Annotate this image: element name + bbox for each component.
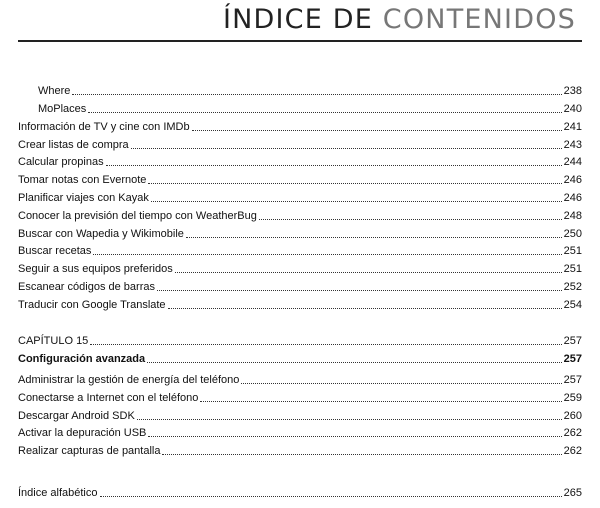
toc-entry-page: 257 (563, 335, 582, 347)
toc-entry-label: Escanear códigos de barras (18, 281, 155, 293)
toc-entry-label: Descargar Android SDK (18, 410, 135, 422)
toc-entry[interactable] (18, 102, 582, 116)
leader-dots (175, 271, 562, 273)
leader-dots (241, 382, 561, 384)
toc-entry-label: Realizar capturas de pantalla (18, 445, 161, 457)
toc-entry-label: CAPÍTULO 15 (18, 335, 89, 347)
toc-chapter-entry[interactable] (18, 334, 582, 348)
toc-entry[interactable] (18, 262, 582, 276)
title-rule (18, 40, 582, 42)
toc-entry-label: Buscar recetas (18, 245, 92, 257)
leader-dots (90, 343, 561, 345)
toc-entry-page: 250 (563, 228, 582, 240)
leader-dots (162, 453, 561, 455)
leader-dots (259, 218, 562, 220)
toc-entry-page: 254 (563, 299, 582, 311)
toc-entry-page: 265 (563, 487, 582, 499)
leader-dots (148, 435, 561, 437)
toc-entry-page: 251 (563, 263, 582, 275)
toc-entry-page: 248 (563, 210, 582, 222)
toc-entry[interactable] (18, 244, 582, 258)
toc-entry-page: 262 (563, 445, 582, 457)
toc-entry-label: Índice alfabético (18, 487, 98, 499)
toc-entry-page: 243 (563, 139, 582, 151)
toc-entry[interactable] (18, 444, 582, 458)
toc-entry-page: 259 (563, 392, 582, 404)
toc-entry-label: Calcular propinas (18, 156, 104, 168)
toc-entry-page: 257 (563, 374, 582, 386)
leader-dots (93, 253, 561, 255)
toc-entry[interactable] (18, 191, 582, 205)
toc-entry-page: 252 (563, 281, 582, 293)
toc-entry-label: Activar la depuración USB (18, 427, 147, 439)
toc-index-entry[interactable] (18, 486, 582, 500)
toc-entry-page: 240 (563, 103, 582, 115)
toc-entry-label: Configuración avanzada (18, 353, 146, 365)
toc-entry-label: MoPlaces (38, 103, 87, 115)
leader-dots (88, 111, 561, 113)
toc-entry-label: Traducir con Google Translate (18, 299, 166, 311)
leader-dots (106, 164, 562, 166)
toc-entry-page: 251 (563, 245, 582, 257)
toc-entry-label: Conocer la previsión del tiempo con WeatherBug (18, 210, 257, 222)
toc-entry[interactable] (18, 209, 582, 223)
toc-entry-page: 262 (563, 427, 582, 439)
toc-entry-page: 246 (563, 174, 582, 186)
leader-dots (100, 495, 562, 497)
toc-entry-label: Seguir a sus equipos preferidos (18, 263, 173, 275)
leader-dots (151, 200, 562, 202)
leader-dots (147, 361, 562, 363)
toc-entry[interactable] (18, 120, 582, 134)
toc-entry-label: Información de TV y cine con IMDb (18, 121, 190, 133)
leader-dots (186, 236, 562, 238)
toc-entry[interactable] (18, 373, 582, 387)
toc-entry-label: Crear listas de compra (18, 139, 129, 151)
toc-section-entry[interactable] (18, 352, 582, 366)
leader-dots (72, 93, 561, 95)
toc-entry-label: Planificar viajes con Kayak (18, 192, 149, 204)
toc-entry[interactable] (18, 84, 582, 98)
toc-entry[interactable] (18, 409, 582, 423)
leader-dots (168, 307, 562, 309)
toc-entry-page: 238 (563, 85, 582, 97)
toc-entry-page: 260 (563, 410, 582, 422)
toc-entry[interactable] (18, 138, 582, 152)
toc-entry[interactable] (18, 173, 582, 187)
leader-dots (192, 129, 562, 131)
leader-dots (200, 400, 561, 402)
toc-entry-label: Buscar con Wapedia y Wikimobile (18, 228, 184, 240)
toc-entry-page: 257 (563, 353, 582, 365)
toc-entry[interactable] (18, 391, 582, 405)
leader-dots (157, 289, 562, 291)
page-title-part1: ÍNDICE DE (222, 4, 373, 35)
toc-entry-label: Where (38, 85, 71, 97)
page-title-part2: CONTENIDOS (382, 4, 576, 35)
toc-entry-label: Administrar la gestión de energía del teléfono (18, 374, 240, 386)
toc-entry-page: 244 (563, 156, 582, 168)
leader-dots (131, 147, 562, 149)
toc-entry-label: Conectarse a Internet con el teléfono (18, 392, 199, 404)
toc-entry-label: Tomar notas con Evernote (18, 174, 147, 186)
toc-entry-page: 241 (563, 121, 582, 133)
toc-entry[interactable] (18, 426, 582, 440)
toc-entry[interactable] (18, 298, 582, 312)
toc-entry[interactable] (18, 155, 582, 169)
leader-dots (148, 182, 561, 184)
toc-entry-page: 246 (563, 192, 582, 204)
page-title (223, 4, 576, 35)
leader-dots (137, 418, 562, 420)
toc-entry[interactable] (18, 227, 582, 241)
toc-entry[interactable] (18, 280, 582, 294)
